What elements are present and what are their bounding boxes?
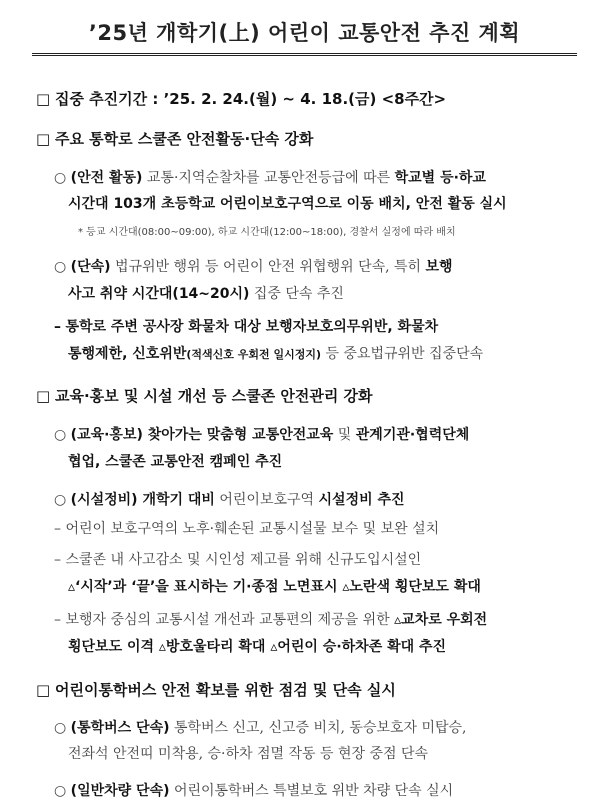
s1-item1-text: 교통·지역순찰차를 교통안전등급에 따른: [142, 170, 395, 186]
s2-item1-marker: ○: [54, 427, 67, 443]
s1-item1-marker: ○: [54, 170, 67, 186]
s2-dash3-marker: –: [54, 612, 61, 628]
section2-title: 교육·홍보 및 시설 개선 등 스쿨존 안전관리 강화: [54, 387, 373, 405]
s2-dash1: [54, 518, 439, 538]
s3-item1-tag: (통학버스 단속): [70, 720, 170, 736]
s1-item3-line2-emph: 통행제한, 신호위반: [68, 346, 187, 362]
s3-item2-marker: ○: [54, 783, 67, 799]
s1-item1-emph: 학교별 등·하교: [394, 170, 486, 186]
s3-item2-tag: (일반차량 단속): [70, 783, 170, 799]
s2-item1-line1: [54, 424, 469, 444]
period-line: [36, 88, 446, 109]
section3-title: 어린이통학버스 안전 확보를 위한 점검 및 단속 실시: [54, 681, 396, 699]
section1-title: 주요 통학로 스쿨존 안전활동·단속 강화: [54, 130, 314, 148]
s2-item1-line2: [68, 451, 282, 471]
s1-item2-marker: ○: [54, 259, 67, 275]
s2-item1-emph1: (교육·홍보) 찾아가는 맞춤형 교통안전교육: [70, 427, 334, 443]
s3-item2-text: 어린이통학버스 특별보호 위반 차량 단속 실시: [169, 783, 454, 799]
s2-item2-emph1: (시설정비) 개학기 대비: [70, 492, 215, 508]
s2-dash2-line1: [54, 549, 421, 569]
s1-item2-line2-emph: 사고 취약 시간대(14~20시): [68, 286, 250, 302]
period-label: 집중 추진기간 : ’25. 2. 24.(월) ~ 4. 18.(금) <8주간>: [54, 90, 447, 108]
s1-item3-line2: [68, 343, 483, 363]
s1-item2-line1: [54, 256, 453, 276]
s2-item2-line1: [54, 489, 405, 509]
s1-item2-line2-text: 집중 단속 추진: [249, 286, 344, 302]
section2-heading: [36, 385, 373, 406]
s3-item1-line2: [68, 743, 428, 763]
s2-item1-emph2: 관계기관·협력단체: [355, 427, 470, 443]
s3-item1-text: 통학버스 신고, 신고증 비치, 동승보호자 미탑승,: [169, 720, 467, 736]
period-marker: □: [36, 90, 51, 108]
s1-item1-line1: [54, 167, 486, 187]
section1-marker: □: [36, 130, 51, 148]
s1-item1-line2-text: 시간대 103개 초등학교 어린이보호구역으로 이동 배치, 안전 활동 실시: [68, 196, 507, 212]
s1-item1-line2: [68, 193, 507, 213]
section3-marker: □: [36, 681, 51, 699]
s2-dash3-line1: [54, 609, 487, 629]
s1-item3-line2-small: (적색신호 우회전 일시정지): [186, 348, 321, 361]
page-title: ’25년 개학기(上) 어린이 교통안전 추진 계획: [32, 10, 577, 56]
s2-item1-line2-text: 협업, 스쿨존 교통안전 캠페인 추진: [68, 454, 283, 470]
s1-item3-marker: –: [54, 319, 61, 335]
s3-item1-line1: [54, 717, 467, 737]
s2-dash2-line2-text: ▵‘시작’과 ‘끝’을 표시하는 기·종점 노면표시 ▵노란색 횡단보도 확대: [68, 579, 481, 595]
s3-item1-line2-text: 전좌석 안전띠 미착용, 승·하차 점멸 작동 등 현장 중점 단속: [68, 746, 429, 762]
s2-dash3-text: 보행자 중심의 교통시설 개선과 교통편의 제공을 위한: [65, 612, 395, 628]
s2-dash3-line2: [68, 636, 446, 656]
s1-note: * 등교 시간대(08:00~09:00), 하교 시간대(12:00~18:00), 경찰서 실정에 따라 배치: [78, 227, 456, 238]
s2-dash3-emph: ▵교차로 우회전: [394, 612, 488, 628]
s1-item2-line2: [68, 283, 344, 303]
s1-item3-text: 통학로 주변 공사장 화물차 대상 보행자보호의무위반, 화물차: [65, 319, 439, 335]
s1-item1-tag: (안전 활동): [70, 170, 143, 186]
s3-item1-marker: ○: [54, 720, 67, 736]
s2-dash3-line2-text: 횡단보도 이격 ▵방호울타리 확대 ▵어린이 승·하차존 확대 추진: [68, 639, 447, 655]
s2-item2-text: 어린이보호구역: [214, 492, 319, 508]
s2-dash2-text: 스쿨존 내 사고감소 및 시인성 제고를 위해 신규도입시설인: [65, 552, 422, 568]
s2-dash2-marker: –: [54, 552, 61, 568]
section2-marker: □: [36, 387, 51, 405]
s1-item2-emph: 보행: [425, 259, 453, 275]
s2-dash2-line2: [68, 576, 481, 596]
s1-item3-line1: [54, 316, 438, 336]
section3-heading: [36, 679, 396, 700]
s2-dash1-text: 어린이 보호구역의 노후·훼손된 교통시설물 보수 및 보완 설치: [65, 521, 440, 537]
s3-item2-line1: [54, 780, 453, 800]
s1-item2-text: 법규위반 행위 등 어린이 안전 위협행위 단속, 특히: [110, 259, 426, 275]
s1-item3-line2-text: 등 중요법규위반 집중단속: [321, 346, 484, 362]
s2-item1-text: 및: [333, 427, 356, 443]
section1-heading: [36, 128, 313, 149]
s2-item2-emph2: 시설정비 추진: [318, 492, 405, 508]
s1-item2-tag: (단속): [70, 259, 111, 275]
s2-item2-marker: ○: [54, 492, 67, 508]
s2-dash1-marker: –: [54, 521, 61, 537]
